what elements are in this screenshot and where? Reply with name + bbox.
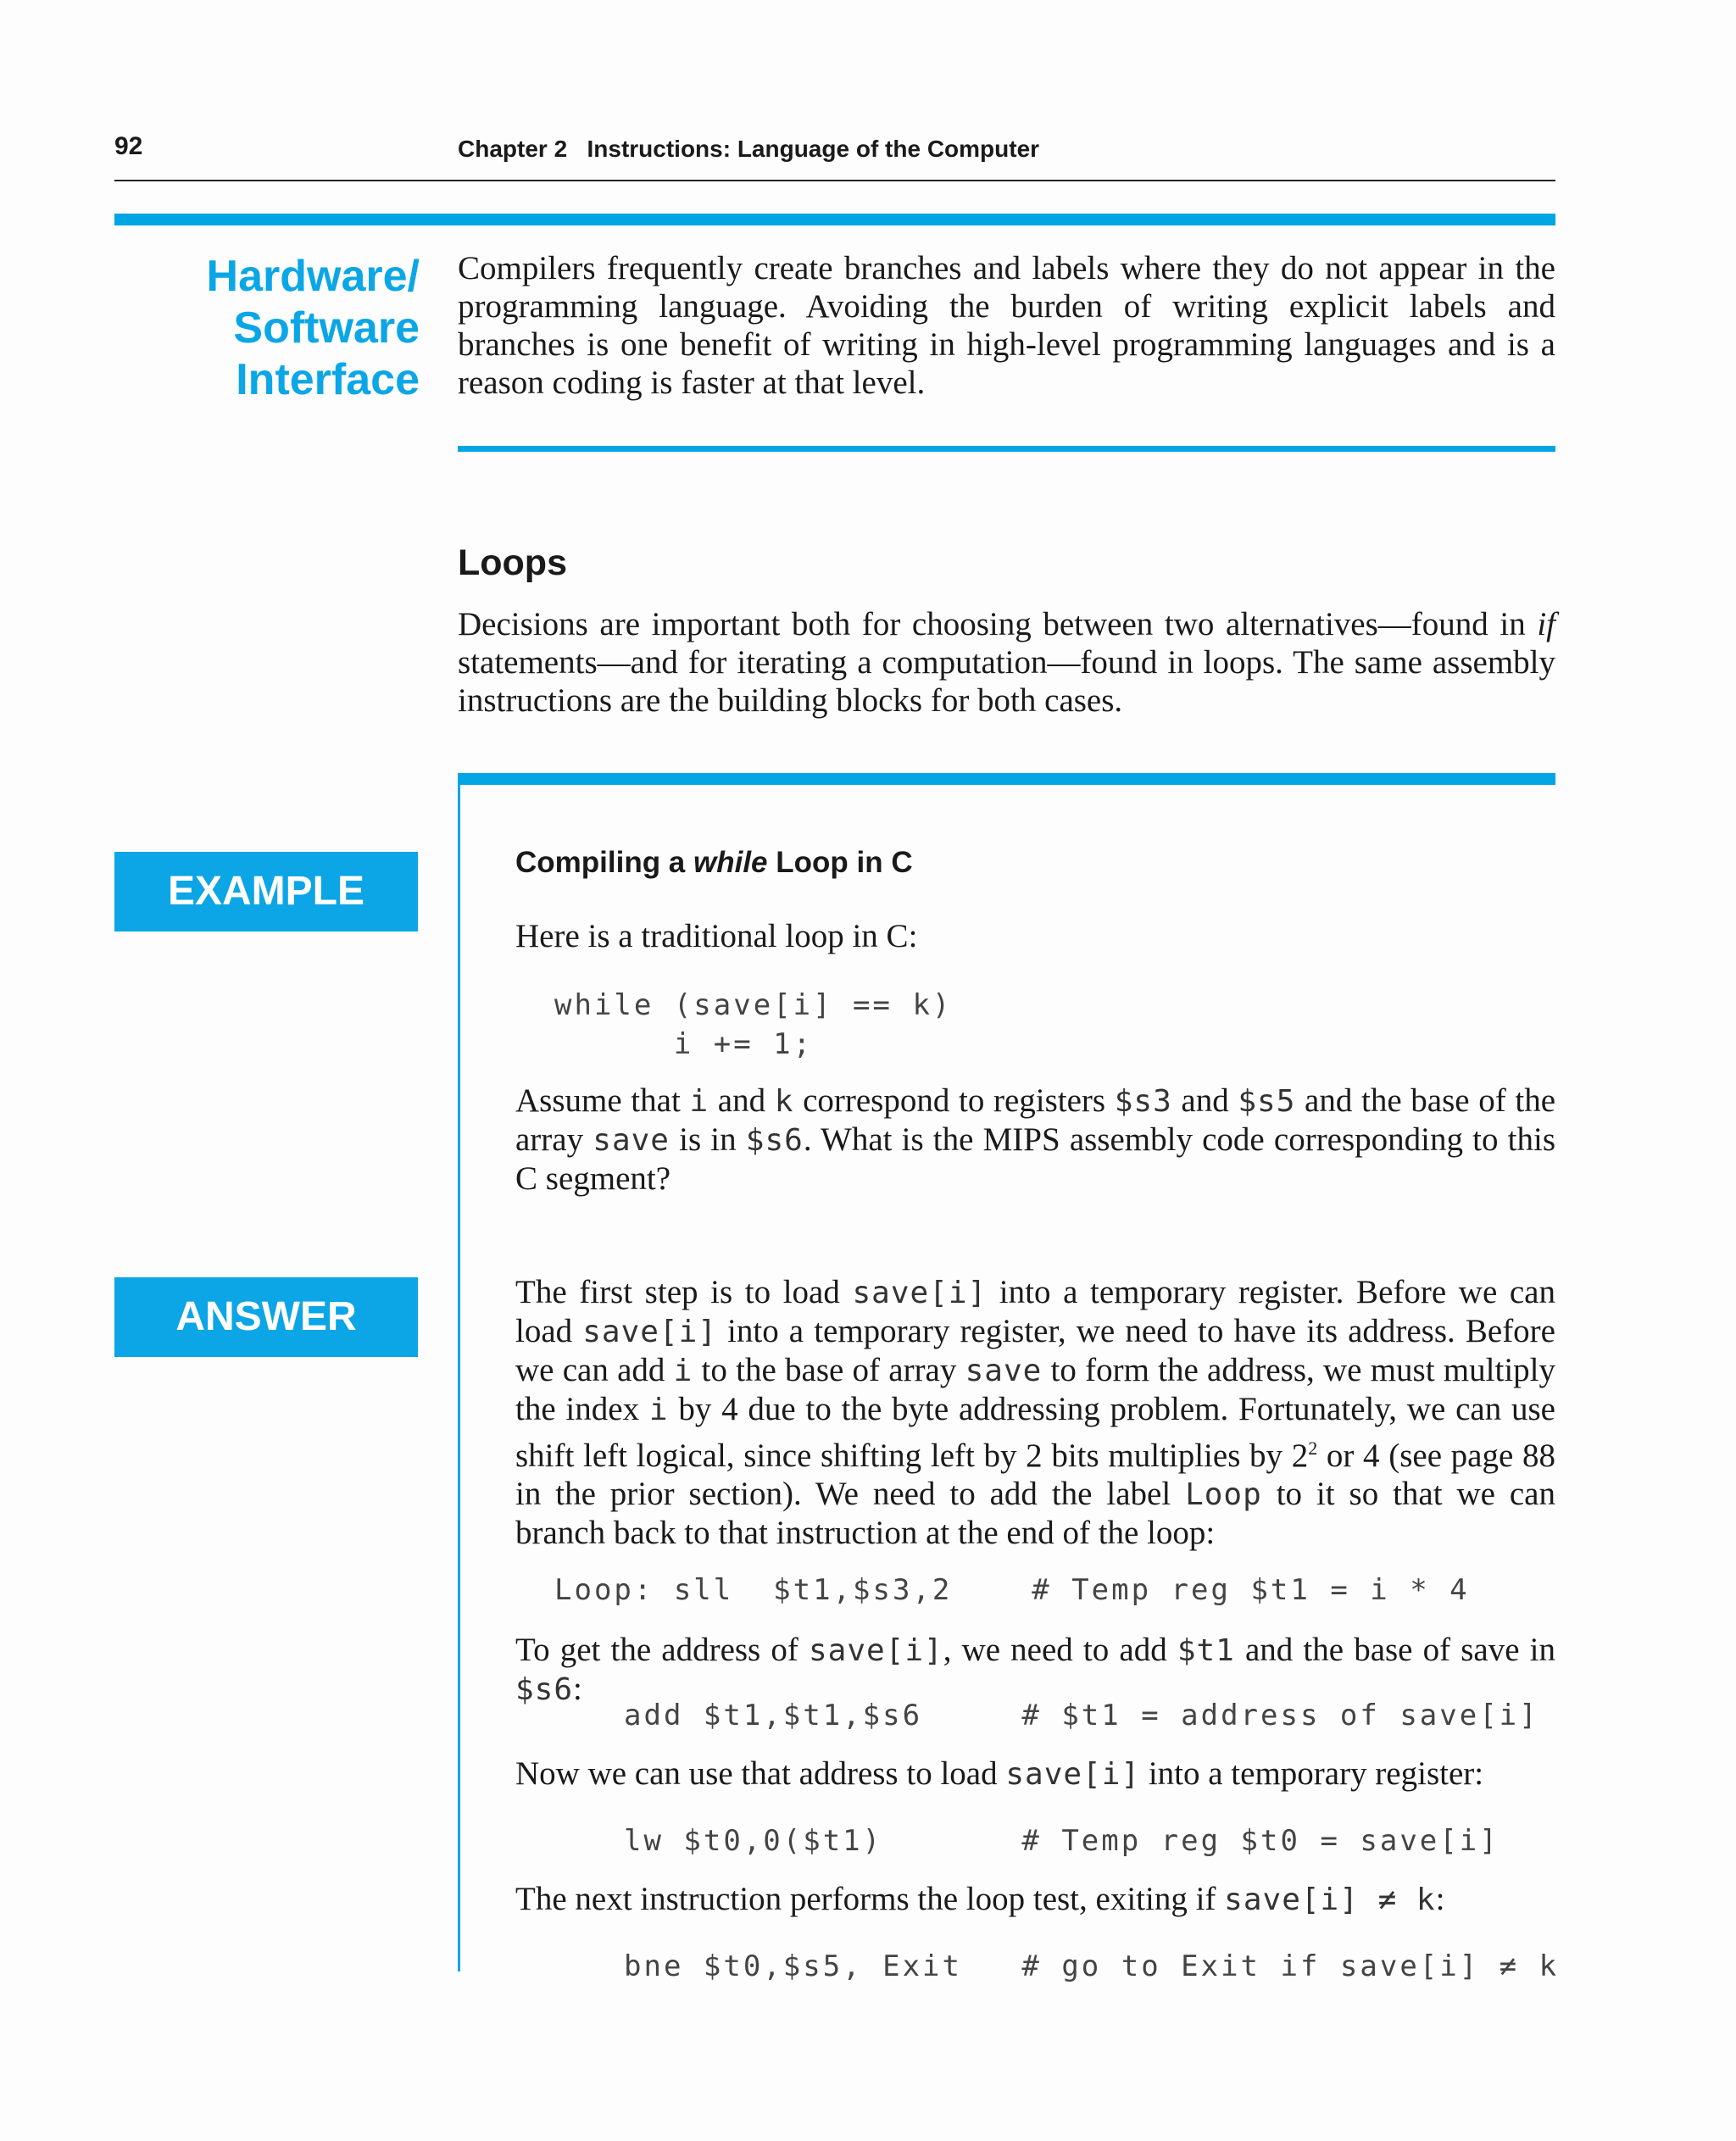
hw-sw-top-bar	[114, 214, 1555, 225]
answer-paragraph-1: The first step is to load save[i] into a temporary register. Before we can load save[i] into a temporary register, we need to have its address. Before we can add i to the base of array save to form the address, we must multiply the index i by 4 due to the byte addressing problem. Fortunately, we can use shift left logical, since shifting left by 2 bits multiplies by $2^2$ or 4 (see page 88 in the prior section). We need to add the label Loop to it so that we can branch back to that instruction at the end of the loop:	[515, 1274, 1555, 1551]
running-head: Chapter 2 Instructions: Language of the Computer	[458, 136, 1040, 162]
answer-paragraph-2: To get the address of save[i], we need to add $t1 and the base of save in $s6:	[515, 1632, 1555, 1707]
page-number: 92	[114, 132, 143, 160]
hw-sw-title-line2: Software	[233, 303, 420, 353]
example-side-rule	[458, 785, 460, 1971]
asm-code-line-add: add $t1,$t1,$s6 # $t1 = address of save[i]	[624, 1699, 1539, 1732]
answer-paragraph-3: Now we can use that address to load save[i] into a temporary register:	[515, 1755, 1484, 1792]
asm-code-line-bne: bne $t0,$s5, Exit # go to Exit if save[i] ≠ k	[624, 1949, 1560, 1983]
c-code-line2: i += 1;	[554, 1027, 814, 1061]
header-rule	[114, 180, 1555, 181]
section-heading-loops: Loops	[458, 542, 567, 583]
example-top-bar	[458, 773, 1555, 785]
example-label: EXAMPLE	[114, 852, 418, 931]
loops-paragraph: Decisions are important both for choosing between two alternatives—found in if statements—and for iterating a computation—found in loops. The same assembly instructions are the building blocks for both cases.	[458, 606, 1555, 719]
example-question: Assume that i and k correspond to registers $s3 and $s5 and the base of the array save is in $s6. What is the MIPS assembly code corresponding to this C segment?	[515, 1082, 1556, 1197]
c-code-line1: while (save[i] == k)	[554, 988, 953, 1022]
hw-sw-title-line3: Interface	[236, 355, 420, 404]
hw-sw-title	[114, 251, 420, 406]
answer-paragraph-4: The next instruction performs the loop test, exiting if save[i] ≠ k:	[515, 1881, 1445, 1917]
hw-sw-bottom-bar	[458, 446, 1555, 452]
asm-code-line-lw: lw $t0,0($t1) # Temp reg $t0 = save[i]	[624, 1824, 1500, 1858]
asm-code-line-sll: Loop: sll $t1,$s3,2 # Temp reg $t1 = i * 4	[554, 1573, 1470, 1607]
hw-sw-text: Compilers frequently create branches and labels where they do not appear in the programming language. Avoiding the burden of writing explicit labels and branches is one benefit of writing in high-level programming languages and is a reason coding is faster at that level.	[458, 250, 1555, 401]
example-title: Compiling a while Loop in C	[515, 846, 913, 879]
hw-sw-title-line1: Hardware/	[206, 252, 420, 301]
answer-label: ANSWER	[114, 1277, 418, 1357]
example-intro: Here is a traditional loop in C:	[515, 918, 918, 954]
